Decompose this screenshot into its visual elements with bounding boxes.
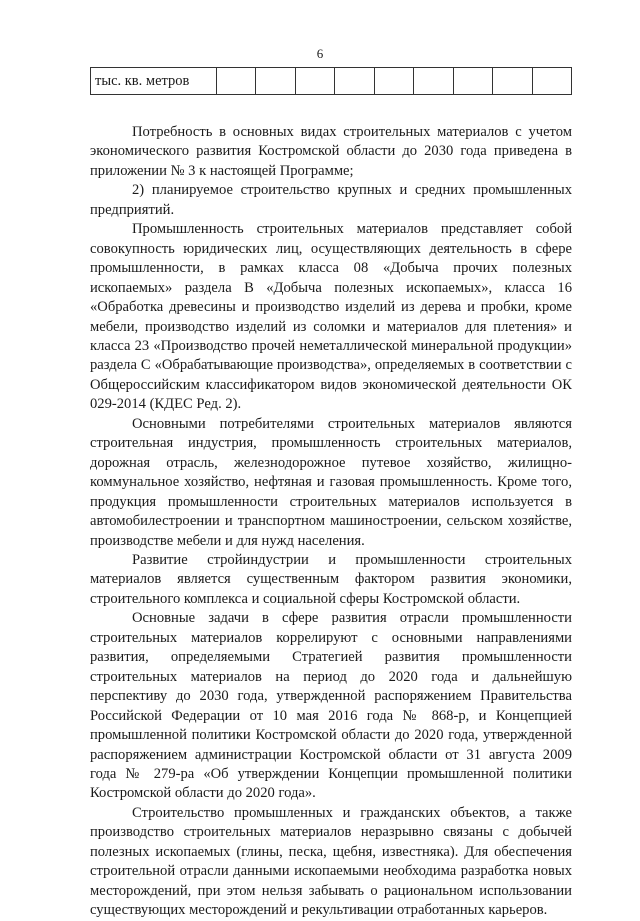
table-cell	[374, 68, 413, 95]
paragraph: 2) планируемое строительство крупных и средних промышленных предприятий.	[90, 182, 572, 218]
table-cell-unit: тыс. кв. метров	[91, 68, 217, 95]
paragraph: Промышленность строительных материалов представляет собой совокупность юридических лиц, осуществляющих деятельность в сфере промышленности, в рамках класса 08 «Добыча прочих полезных ископаемых» раздела В «Добыча полезных ископаемых», класса 16 «Обработка древесины и производство изделий из дерева и пробки, кроме мебели, производство изделий из соломки и материалов для плетения» и класса 23 «Производство прочей неметаллической минеральной продукции» раздела С «Обрабатывающие производства», определяемых в соответствии с Общероссийским классификатором видов экономической деятельности ОК 029-2014 (КДЕС Ред. 2).	[90, 221, 572, 413]
table-cell	[217, 68, 256, 95]
paragraph: Развитие стройиндустрии и промышленности строительных материалов является существенным фактором развития экономики, строительного комплекса и социальной сферы Костромской области.	[90, 551, 572, 607]
table-cell	[295, 68, 334, 95]
document-body	[90, 123, 572, 921]
table-cell	[335, 68, 374, 95]
data-table	[90, 67, 572, 95]
table-cell	[493, 68, 532, 95]
table-cell	[256, 68, 295, 95]
paragraph: Потребность в основных видах строительных материалов с учетом экономического развития Костромской области до 2030 года приведена в приложении № 3 к настоящей Программе;	[90, 124, 572, 179]
page-number: 6	[316, 46, 324, 61]
paragraph: Основными потребителями строительных материалов являются строительная индустрия, промышленность строительных материалов, дорожная отрасль, железнодорожное путевое хозяйство, жилищно-коммунальное хозяйство, нефтяная и газовая промышленность. Кроме того, продукция промышленности строительных материалов используется в автомобилестроении и транспортном машиностроении, сельском хозяйстве, производстве мебели и для нужд населения.	[90, 415, 572, 549]
table-cell	[414, 68, 453, 95]
table-cell	[532, 68, 572, 95]
table-row	[91, 68, 572, 95]
paragraph: Основные задачи в сфере развития отрасли промышленности строительных материалов коррелируют с основными направлениями развития, определяемыми Стратегией развития промышленности строительных материалов на период до 2020 года и дальнейшую перспективу до 2030 года, утвержденной распоряжением Правительства Российской Федерации от 10 мая 2016 года № 868-р, и Концепцией промышленной политики Костромской области до 2020 года, утвержденной распоряжением администрации Костромской области от 31 августа 2009 года № 279-ра «Об утверждении Концепции промышленной политики Костромской области до 2020 года».	[90, 610, 572, 802]
table-cell	[453, 68, 492, 95]
paragraph: Строительство промышленных и гражданских объектов, а также производство строительных материалов неразрывно связаны с добычей полезных ископаемых (глины, песка, щебня, известняка). Для обеспечения строительной отрасли данными ископаемыми необходима разработка новых месторождений, при этом нельзя забывать о рациональном использовании существующих месторождений и рекультивации отработанных карьеров.	[90, 804, 572, 919]
